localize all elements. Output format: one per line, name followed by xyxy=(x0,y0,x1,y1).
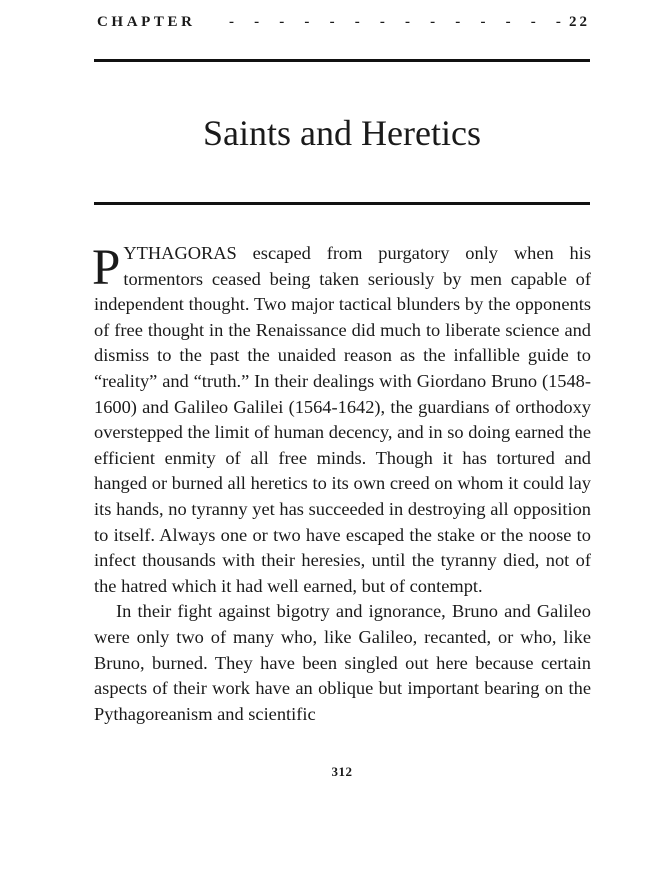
drop-cap: P xyxy=(92,240,121,296)
body-text xyxy=(94,241,591,727)
running-header xyxy=(97,14,590,38)
header-dash-leader: - - - - - - - - - - - - - - xyxy=(229,14,570,30)
paragraph-1 xyxy=(94,241,591,599)
top-rule-divider xyxy=(94,59,590,62)
chapter-number: 22 xyxy=(569,14,590,30)
page-number: 312 xyxy=(331,764,353,779)
paragraph-2: In their fight against bigotry and ignorance, Bruno and Galileo were only two of many who, like Galileo, recanted, or who, like Bruno, burned. They have been singled out here because certain aspects of their work have an oblique but important bearing on the Pythagoreanism and scientific xyxy=(94,601,591,724)
bottom-rule-divider xyxy=(94,202,590,205)
chapter-label: CHAPTER xyxy=(97,14,196,30)
chapter-title: Saints and Heretics xyxy=(203,113,481,153)
paragraph-1-text: YTHAGORAS escaped from purgatory only when his tormentors ceased being taken seriously by men capable of independent thought. Two major tactical blunders by the opponents of free thought in the Renaissance did much to liberate science and dismiss to the past the unaided reason as the infallible guide to “reality” and “truth.” In their dealings with Giordano Bruno (1548-1600) and Galileo Galilei (1564-1642), the guardians of orthodoxy overstepped the limit of human decency, and in so doing earned the efficient enmity of all free minds. Though it has tortured and hanged or burned all heretics to its own creed on whom it could lay its hands, no tyranny yet has succeeded in destroying all opposition to itself. Always one or two have escaped the stake or the noose to infect thousands with their heresies, until the tyranny died, not of the hatred which it had well earned, but of contempt. xyxy=(94,243,591,596)
